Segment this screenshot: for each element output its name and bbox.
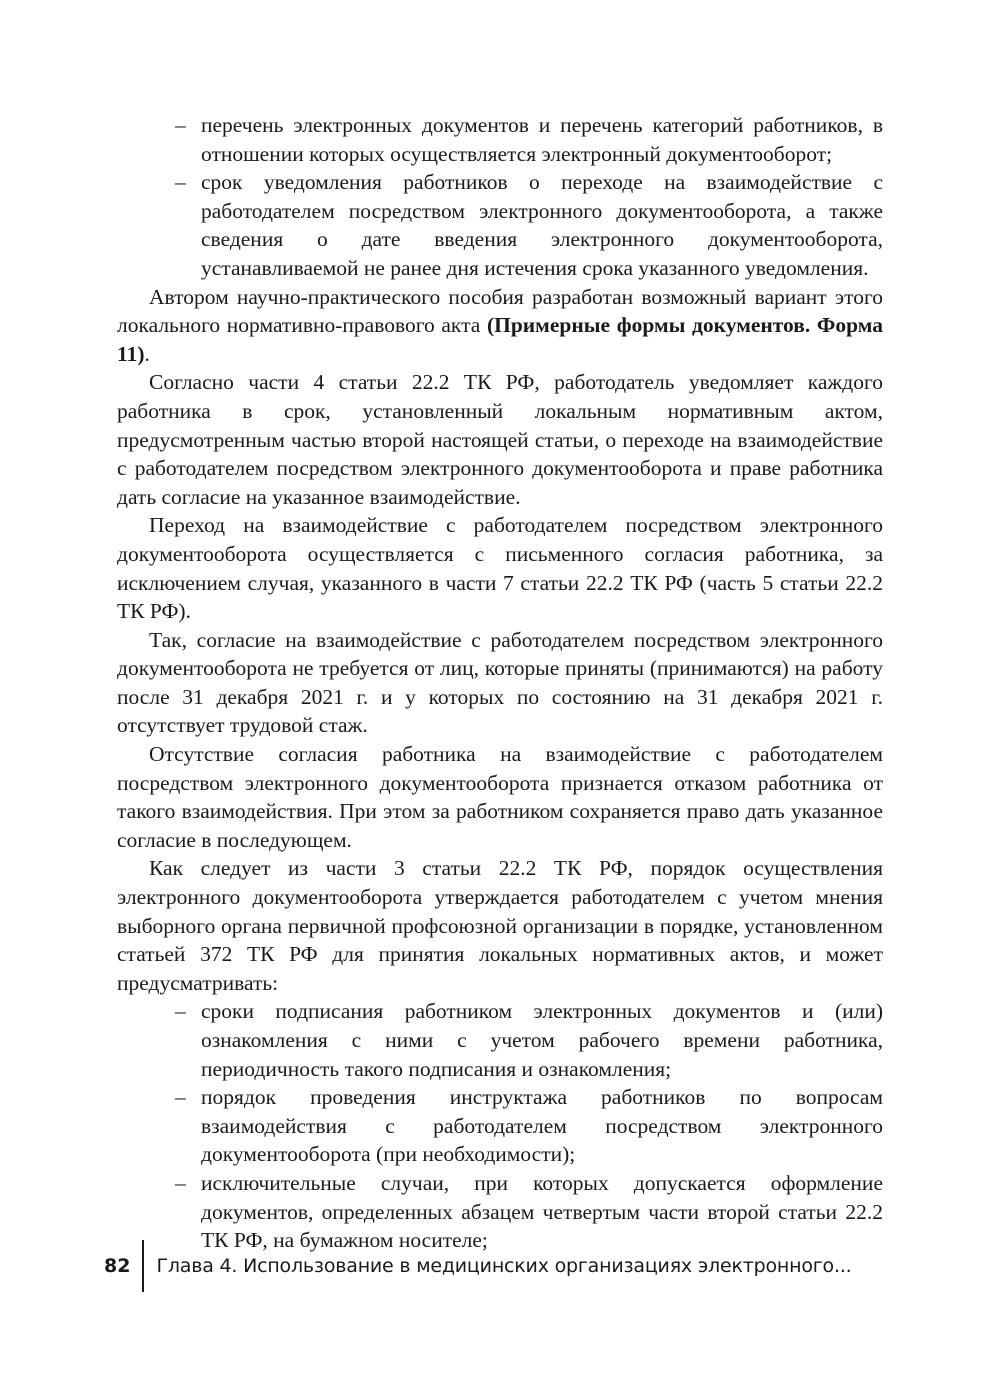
list-item	[117, 111, 883, 168]
list-dash: –	[175, 999, 186, 1024]
requirements-list-top	[117, 111, 883, 283]
list-item-text: срок уведомления работников о переходе на взаимодействие с работодателем посредством электронного документооборота, а также сведения о дате введения электронного документооборота, устанавливаемой не ранее дня истечения срока указанного уведомления.	[201, 170, 883, 280]
footer-divider	[142, 1240, 144, 1292]
paragraph: Переход на взаимодействие с работодателем посредством электронного документооборота осуществляется с письменного согласия работника, за исключением случая, указанного в части 7 статьи 22.2 ТК РФ (часть 5 статьи 22.2 ТК РФ).	[117, 513, 883, 624]
running-title: Глава 4. Использование в медицинских организациях электронного...	[156, 1255, 852, 1277]
paragraph: Так, согласие на взаимодействие с работодателем посредством электронного документооборота не требуется от лиц, которые приняты (принимаются) на работу после 31 декабря 2021 г. и у которых по состоянию на 31 декабря 2021 г. отсутствует трудовой стаж.	[117, 627, 883, 738]
form-reference: (Примерные формы документов. Форма 11)	[117, 313, 884, 366]
list-item	[117, 168, 883, 282]
list-item-text: сроки подписания работником электронных документов и (или) ознакомления с ними с учетом рабочего времени работника, периодичность такого подписания и ознакомления;	[201, 999, 883, 1081]
page-footer	[104, 1240, 852, 1292]
paragraph: Отсутствие согласия работника на взаимодействие с работодателем посредством электронного документооборота признается отказом работника от такого взаимодействия. При этом за работником сохраняется право дать указанное согласие в последующем.	[117, 742, 883, 852]
paragraph: Как следует из части 3 статьи 22.2 ТК РФ, порядок осуществления электронного документооборота утверждается работодателем с учетом мнения выборного органа первичной профсоюзной организации в порядке, установленном статьей 372 ТК РФ для принятия локальных нормативных актов, и может предусматривать:	[117, 856, 883, 995]
paragraph: Согласно части 4 статьи 22.2 ТК РФ, работодатель уведомляет каждого работника в срок, установленный локальным нормативным актом, предусмотренным частью второй настоящей статьи, о переходе на взаимодействие с работодателем посредством электронного документооборота и праве работника дать согласие на указанное взаимодействие.	[117, 370, 883, 509]
requirements-list-bottom	[117, 997, 883, 1254]
paragraph-author	[117, 283, 883, 369]
list-dash: –	[175, 113, 186, 137]
page-number: 82	[104, 1255, 131, 1277]
page-body	[117, 111, 883, 1255]
list-dash: –	[175, 1170, 186, 1195]
list-dash: –	[175, 170, 186, 195]
list-item-text: перечень электронных документов и перечень категорий работников, в отношении которых осуществляется электронный документооборот;	[201, 113, 883, 166]
list-item	[117, 997, 883, 1083]
list-item	[117, 1083, 883, 1169]
list-item-text: порядок проведения инструктажа работников по вопросам взаимодействия с работодателем посредством электронного документооборота (при необходимости);	[201, 1085, 883, 1167]
paragraph-end: .	[144, 341, 150, 366]
list-item-text: исключительные случаи, при которых допускается оформление документов, определенных абзацем четвертым части второй статьи 22.2 ТК РФ, на бумажном носителе;	[201, 1170, 883, 1253]
list-dash: –	[175, 1085, 186, 1110]
paragraph-text: Автором научно-практического пособия разработан возможный вариант этого локального нормативно-правового акта	[117, 284, 883, 338]
